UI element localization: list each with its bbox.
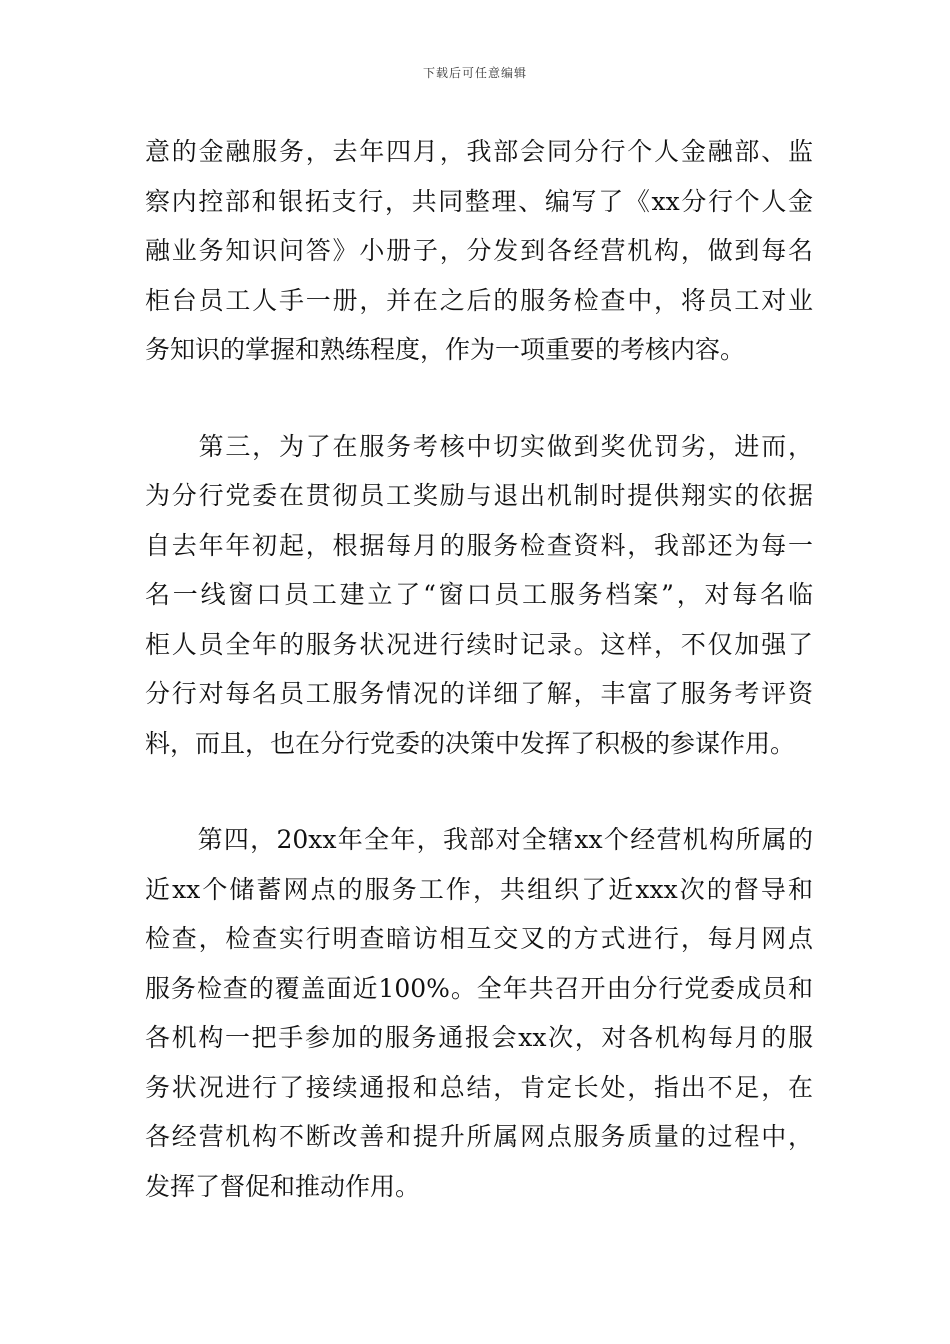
text-line: 第三，为了在服务考核中切实做到奖优罚劣，进而， <box>145 431 813 461</box>
paragraph-spacer <box>145 768 813 815</box>
text-line: 料，而且，也在分行党委的决策中发挥了积极的参谋作用。 <box>145 728 796 758</box>
paragraph <box>145 127 813 375</box>
text-line: 务状况进行了接续通报和总结，肯定长处，指出不足，在 <box>145 1072 813 1102</box>
text-line: 各经营机构不断改善和提升所属网点服务质量的过程中， <box>145 1122 813 1151</box>
text-line: 第四，20xx年全年，我部对全辖xx个经营机构所属的 <box>145 825 813 854</box>
text-line: 自去年年初起，根据每月的服务检查资料，我部还为每一 <box>145 530 813 560</box>
text-line: 为分行党委在贯彻员工奖励与退出机制时提供翔实的依据 <box>145 481 813 510</box>
text-line: 察内控部和银拓支行，共同整理、编写了《xx分行个人金 <box>145 186 813 216</box>
text-line: 柜台员工人手一册，并在之后的服务检查中，将员工对业 <box>145 285 813 315</box>
header-note: 下载后可任意编辑 <box>422 66 527 80</box>
paragraph <box>145 815 813 1211</box>
paragraph-spacer <box>145 375 813 422</box>
text-line: 服务检查的覆盖面近100%。全年共召开由分行党委成员和 <box>145 973 813 1003</box>
text-line: 分行对每名员工服务情况的详细了解，丰富了服务考评资 <box>145 679 813 708</box>
text-line: 柜人员全年的服务状况进行续时记录。这样，不仅加强了 <box>145 629 813 659</box>
document-body <box>145 127 813 1211</box>
text-line: 发挥了督促和推动作用。 <box>145 1171 421 1201</box>
text-line: 近xx个储蓄网点的服务工作，共组织了近xxx次的督导和 <box>145 874 813 904</box>
text-line: 各机构一把手参加的服务通报会xx次，对各机构每月的服 <box>145 1023 813 1052</box>
text-line: 检查，检查实行明查暗访相互交叉的方式进行，每月网点 <box>145 924 813 953</box>
text-line: 融业务知识问答》小册子，分发到各经营机构，做到每名 <box>145 236 813 265</box>
text-line: 务知识的掌握和熟练程度，作为一项重要的考核内容。 <box>145 335 746 364</box>
text-line: 名一线窗口员工建立了“窗口员工服务档案”，对每名临 <box>145 580 813 609</box>
text-line: 意的金融服务，去年四月，我部会同分行个人金融部、监 <box>145 137 813 166</box>
paragraph <box>145 422 813 769</box>
